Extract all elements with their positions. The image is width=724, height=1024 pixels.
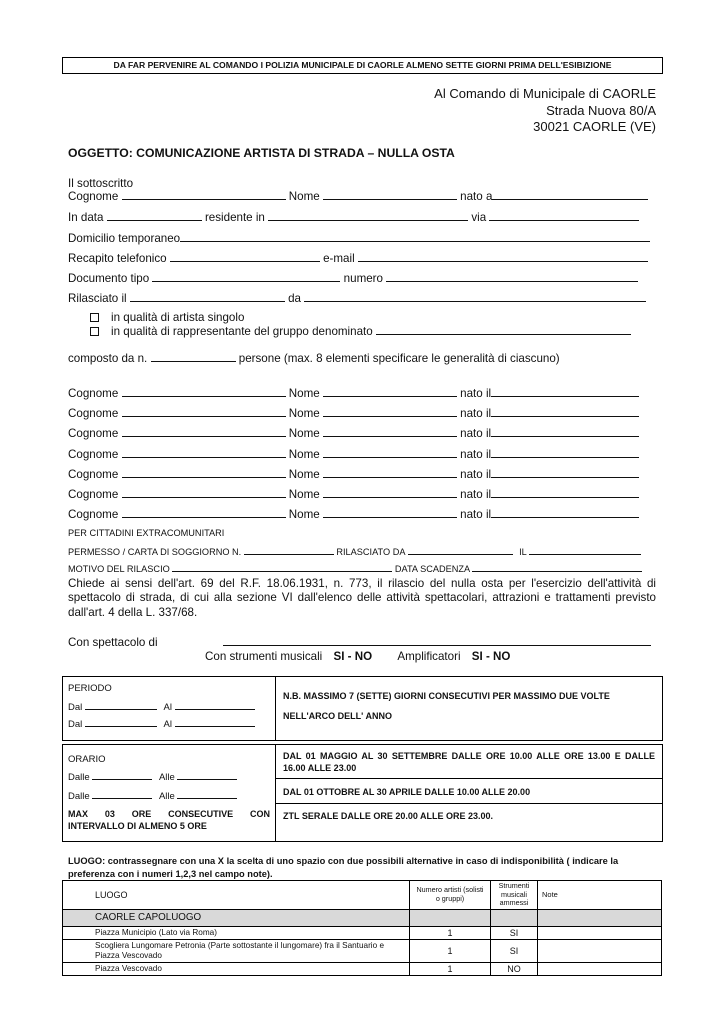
dalle-label: Dalle bbox=[68, 772, 90, 783]
scadenza-field[interactable] bbox=[472, 563, 642, 572]
table-row[interactable] bbox=[63, 962, 662, 975]
header-strumenti: Strumenti musicali ammessi bbox=[491, 881, 538, 910]
member-nato-il-label: nato il bbox=[460, 447, 492, 461]
member-nato-il-field[interactable] bbox=[491, 469, 639, 478]
table-row[interactable] bbox=[63, 926, 662, 939]
checkbox-gruppo[interactable] bbox=[90, 327, 99, 336]
strumenti-options[interactable]: SI - NO bbox=[333, 650, 373, 663]
in-data-field[interactable] bbox=[107, 212, 202, 221]
group-empty-2 bbox=[491, 909, 538, 926]
address-line-2: Strada Nuova 80/A bbox=[546, 102, 656, 118]
member-nome-field[interactable] bbox=[323, 428, 457, 437]
address-line-1: Al Comando di Municipale di CAORLE bbox=[434, 86, 656, 101]
member-cognome-field[interactable] bbox=[122, 408, 286, 417]
row-note-field[interactable] bbox=[538, 926, 662, 939]
gruppo-field[interactable] bbox=[376, 326, 631, 335]
header-note: Note bbox=[538, 881, 662, 910]
recapito-field[interactable] bbox=[170, 253, 320, 262]
subject-title: OGGETTO: COMUNICAZIONE ARTISTA DI STRADA – NULLA OSTA bbox=[68, 146, 455, 160]
residente-field[interactable] bbox=[268, 212, 468, 221]
member-cognome-field[interactable] bbox=[122, 449, 286, 458]
member-nome-field[interactable] bbox=[323, 449, 457, 458]
row-cognome-nome bbox=[68, 190, 658, 203]
alle-field-2[interactable] bbox=[177, 790, 237, 799]
numero-label: numero bbox=[343, 272, 383, 285]
row-permesso bbox=[68, 546, 658, 557]
member-row bbox=[68, 468, 658, 481]
il-field[interactable] bbox=[529, 546, 641, 555]
documento-field[interactable] bbox=[152, 273, 340, 282]
orario-hline-1 bbox=[275, 778, 662, 779]
periodo-note-1: N.B. MASSIMO 7 (SETTE) GIORNI CONSECUTIVI PER MASSIMO DUE VOLTE bbox=[283, 691, 610, 701]
member-nato-il-field[interactable] bbox=[491, 489, 639, 498]
member-nome-label: Nome bbox=[288, 447, 320, 461]
permesso-field[interactable] bbox=[244, 546, 334, 555]
domicilio-field[interactable] bbox=[180, 233, 650, 242]
composto-note: persone (max. 8 elementi specificare le generalità di ciascuno) bbox=[238, 352, 560, 365]
table-group-row bbox=[63, 909, 662, 926]
row-strum: NO bbox=[491, 962, 538, 975]
periodo-row-2 bbox=[68, 718, 255, 730]
member-cognome-field[interactable] bbox=[122, 469, 286, 478]
motivo-label: MOTIVO DEL RILASCIO bbox=[68, 564, 170, 574]
member-cognome-label: Cognome bbox=[68, 488, 119, 501]
cognome-label: Cognome bbox=[68, 190, 119, 203]
member-cognome-field[interactable] bbox=[122, 509, 286, 518]
checkbox-singolo[interactable] bbox=[90, 313, 99, 322]
nato-a-label: nato a bbox=[460, 190, 493, 203]
row-num: 1 bbox=[410, 939, 491, 962]
row-spettacolo bbox=[68, 636, 658, 649]
address-line-3: 30021 CAORLE (VE) bbox=[533, 119, 656, 134]
amplificatori-label: Amplificatori bbox=[397, 650, 461, 663]
group-empty-3 bbox=[538, 909, 662, 926]
nome-label: Nome bbox=[288, 190, 320, 203]
orario-max-note: MAX 03 ORE CONSECUTIVE CON INTERVALLO DI ALMENO 5 ORE bbox=[68, 809, 270, 831]
recipient-address bbox=[434, 86, 656, 136]
member-cognome-label: Cognome bbox=[68, 467, 119, 481]
member-nome-field[interactable] bbox=[323, 469, 457, 478]
row-domicilio bbox=[68, 232, 658, 245]
periodo-row-1 bbox=[68, 701, 255, 713]
member-nato-il-label: nato il bbox=[460, 427, 492, 441]
rilasciato-da-label: RILASCIATO DA bbox=[336, 547, 405, 557]
header-notice: DA FAR PERVENIRE AL COMANDO I POLIZIA MUNICIPALE DI CAORLE ALMENO SETTE GIORNI PRIMA DELL'ESIBIZIONE bbox=[62, 57, 663, 74]
row-composto bbox=[68, 352, 658, 365]
option-singolo bbox=[68, 311, 658, 324]
member-row bbox=[68, 448, 658, 461]
dal-label: Dal bbox=[68, 719, 83, 730]
member-nome-label: Nome bbox=[288, 407, 320, 421]
member-nato-il-field[interactable] bbox=[491, 509, 639, 518]
group-caorle: CAORLE CAPOLUOGO bbox=[63, 909, 410, 926]
row-num: 1 bbox=[410, 926, 491, 939]
da-label: da bbox=[288, 292, 302, 305]
gruppo-label: in qualità di rappresentante del gruppo denominato bbox=[111, 325, 373, 338]
member-nome-field[interactable] bbox=[323, 388, 457, 397]
cognome-field[interactable] bbox=[122, 191, 286, 200]
via-field[interactable] bbox=[489, 212, 639, 221]
row-note-field[interactable] bbox=[538, 939, 662, 962]
composto-field[interactable] bbox=[151, 353, 236, 362]
orario-rule-3: ZTL SERALE DALLE ORE 20.00 ALLE ORE 23.00. bbox=[283, 811, 494, 821]
motivo-field[interactable] bbox=[172, 563, 392, 572]
row-rilasciato bbox=[68, 292, 658, 305]
luogo-instructions: LUOGO: contrassegnare con una X la scelta di uno spazio con due possibili alternative in caso di indisponibilità ( indicare la preferenza con i numeri 1,2,3 nel campo note). bbox=[68, 856, 619, 879]
orario-divider bbox=[275, 745, 276, 841]
row-luogo: Scogliera Lungomare Petronia (Parte sottostante il lungomare) fra il Santuario e Piazza Vescovado bbox=[63, 939, 410, 962]
row-strumenti bbox=[205, 650, 665, 663]
row-luogo: Piazza Municipio (Lato via Roma) bbox=[63, 926, 410, 939]
member-nome-label: Nome bbox=[288, 488, 320, 501]
al-label: Al bbox=[163, 719, 172, 730]
spettacolo-field[interactable] bbox=[223, 637, 651, 646]
member-cognome-label: Cognome bbox=[68, 508, 119, 522]
member-nome-field[interactable] bbox=[323, 489, 457, 498]
residente-label: residente in bbox=[204, 211, 265, 224]
member-nato-il-label: nato il bbox=[460, 387, 492, 400]
amplificatori-options[interactable]: SI - NO bbox=[471, 650, 511, 663]
row-luogo: Piazza Vescovado bbox=[63, 962, 410, 975]
member-nato-il-field[interactable] bbox=[491, 428, 639, 437]
dal-field-2[interactable] bbox=[85, 718, 157, 727]
member-cognome-field[interactable] bbox=[122, 489, 286, 498]
group-empty-1 bbox=[410, 909, 491, 926]
member-cognome-label: Cognome bbox=[68, 407, 119, 421]
email-field[interactable] bbox=[358, 253, 648, 262]
dal-field-1[interactable] bbox=[85, 701, 157, 710]
member-row bbox=[68, 488, 658, 501]
member-nato-il-label: nato il bbox=[460, 467, 492, 481]
header-luogo: LUOGO bbox=[63, 881, 410, 910]
email-label: e-mail bbox=[323, 252, 355, 265]
member-row bbox=[68, 427, 658, 440]
recapito-label: Recapito telefonico bbox=[68, 252, 167, 265]
orario-title: ORARIO bbox=[68, 754, 106, 765]
sottoscritto-label: Il sottoscritto bbox=[68, 177, 134, 190]
member-cognome-label: Cognome bbox=[68, 427, 119, 441]
member-nome-label: Nome bbox=[288, 467, 320, 481]
dalle-field-2[interactable] bbox=[92, 790, 152, 799]
in-data-label: In data bbox=[68, 211, 104, 224]
member-nome-label: Nome bbox=[288, 427, 320, 441]
orario-row-1 bbox=[68, 771, 237, 783]
row-note-field[interactable] bbox=[538, 962, 662, 975]
row-recapito bbox=[68, 252, 658, 265]
row-data-residenza bbox=[68, 211, 658, 224]
periodo-note-2: NELL'ARCO DELL' ANNO bbox=[283, 711, 392, 721]
documento-label: Documento tipo bbox=[68, 272, 150, 285]
row-strum: SI bbox=[491, 939, 538, 962]
orario-rule-1: DAL 01 MAGGIO AL 30 SETTEMBRE DALLE ORE 10.00 ALLE ORE 13.00 E DALLE 16.00 ALLE 23.00 bbox=[283, 751, 655, 773]
member-cognome-label: Cognome bbox=[68, 387, 119, 400]
row-documento bbox=[68, 272, 658, 285]
alle-label: Alle bbox=[158, 772, 175, 783]
request-paragraph: Chiede ai sensi dell'art. 69 del R.F. 18.06.1931, n. 773, il rilascio del nulla osta per l'esercizio dell'attività di spettacolo di strada, di cui alla sezione VI dall'elenco delle attività spettacolari, attrazioni e trattamenti previsto dall'art. 4 della L. 337/68. bbox=[68, 577, 656, 619]
member-nato-il-label: nato il bbox=[460, 407, 492, 421]
row-motivo bbox=[68, 563, 658, 574]
scadenza-label: DATA SCADENZA bbox=[394, 564, 470, 574]
orario-rule-2: DAL 01 OTTOBRE AL 30 APRILE DALLE 10.00 ALLE 20.00 bbox=[283, 787, 531, 797]
via-label: via bbox=[471, 211, 487, 224]
member-row bbox=[68, 407, 658, 420]
member-nato-il-field[interactable] bbox=[491, 408, 639, 417]
numero-field[interactable] bbox=[386, 273, 638, 282]
member-nome-label: Nome bbox=[288, 508, 320, 522]
al-field-1[interactable] bbox=[175, 701, 255, 710]
alle-label: Alle bbox=[158, 791, 175, 802]
periodo-divider bbox=[275, 677, 276, 740]
rilasciato-field[interactable] bbox=[130, 293, 285, 302]
member-nome-field[interactable] bbox=[323, 509, 457, 518]
rilasciato-da-field[interactable] bbox=[408, 546, 513, 555]
member-nato-il-field[interactable] bbox=[491, 388, 639, 397]
header-numero-artisti: Numero artisti (solisti o gruppi) bbox=[410, 881, 491, 910]
table-row[interactable] bbox=[63, 939, 662, 962]
extra-title: PER CITTADINI EXTRACOMUNITARI bbox=[68, 528, 225, 538]
nato-a-field[interactable] bbox=[492, 191, 648, 200]
orario-hline-2 bbox=[275, 803, 662, 804]
rilasciato-label: Rilasciato il bbox=[68, 292, 127, 305]
luogo-table bbox=[62, 880, 662, 976]
row-strum: SI bbox=[491, 926, 538, 939]
member-row bbox=[68, 508, 658, 521]
spettacolo-label: Con spettacolo di bbox=[68, 636, 158, 649]
domicilio-label: Domicilio temporaneo bbox=[68, 232, 181, 245]
member-nome-field[interactable] bbox=[323, 408, 457, 417]
orario-row-2 bbox=[68, 790, 237, 802]
member-cognome-field[interactable] bbox=[122, 388, 286, 397]
row-num: 1 bbox=[410, 962, 491, 975]
member-cognome-label: Cognome bbox=[68, 447, 119, 461]
il-label: IL bbox=[519, 547, 527, 557]
member-nome-label: Nome bbox=[288, 387, 320, 400]
strumenti-label: Con strumenti musicali bbox=[205, 650, 323, 663]
dalle-label: Dalle bbox=[68, 791, 90, 802]
member-nato-il-label: nato il bbox=[460, 488, 492, 501]
nome-field[interactable] bbox=[323, 191, 457, 200]
periodo-box bbox=[62, 676, 663, 741]
member-nato-il-field[interactable] bbox=[491, 449, 639, 458]
member-nato-il-label: nato il bbox=[460, 508, 492, 522]
alle-field-1[interactable] bbox=[177, 771, 237, 780]
singolo-label: in qualità di artista singolo bbox=[111, 311, 245, 324]
da-field[interactable] bbox=[304, 293, 646, 302]
al-field-2[interactable] bbox=[175, 718, 255, 727]
member-row bbox=[68, 387, 658, 400]
permesso-label: PERMESSO / CARTA DI SOGGIORNO N. bbox=[68, 547, 242, 557]
composto-label: composto da n. bbox=[68, 352, 148, 365]
option-gruppo bbox=[68, 325, 658, 338]
dal-label: Dal bbox=[68, 702, 83, 713]
orario-box bbox=[62, 744, 663, 842]
table-header-row bbox=[63, 881, 662, 910]
periodo-title: PERIODO bbox=[68, 683, 112, 694]
al-label: Al bbox=[163, 702, 172, 713]
dalle-field-1[interactable] bbox=[92, 771, 152, 780]
member-cognome-field[interactable] bbox=[122, 428, 286, 437]
